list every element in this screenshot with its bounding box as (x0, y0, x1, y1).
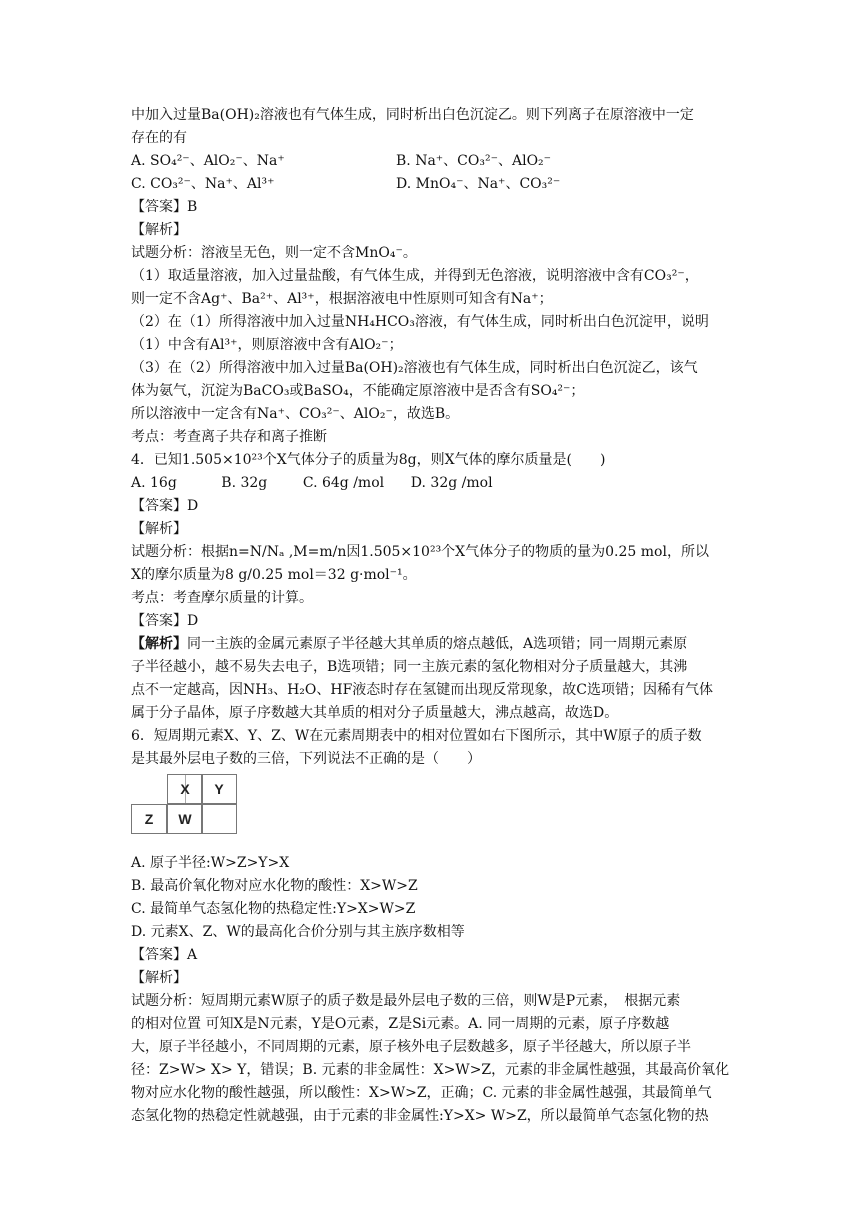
q6-option-c: C. 最简单气态氢化物的热稳定性:Y>X>W>Z (131, 901, 416, 917)
q3-answer: 【答案】B (131, 199, 198, 215)
q3-analysis-line: （1）取适量溶液，加入过量盐酸，有气体生成，并得到无色溶液，说明溶液中含有CO₃²⁻， (131, 268, 699, 284)
grid-cell-w: W (167, 804, 203, 834)
q6-analysis-line: 物对应水化物的酸性越强，所以酸性：X>W>Z，正确；C. 元素的非金属性越强，其最简单气 (131, 1085, 712, 1101)
q4-analysis-line: 试题分析：根据n=N/Nₐ ,M=m/n因1.505×10²³个X气体分子的物质的量为0.25 mol，所以 (131, 544, 709, 560)
q6-option-b: B. 最高价氧化物对应水化物的酸性：X>W>Z (131, 878, 418, 894)
text-line: 中加入过量Ba(OH)₂溶液也有气体生成，同时析出白色沉淀乙。则下列离子在原溶液中一定 (131, 107, 694, 123)
q3-option-c: C. CO₃²⁻、Na⁺、Al³⁺ (131, 176, 275, 192)
q5-analysis-line: 属于分子晶体，原子序数越大其单质的相对分子质量越大，沸点越高，故选D。 (131, 705, 619, 721)
grid-cell-y: Y (201, 774, 237, 804)
document-body (131, 104, 736, 1128)
q3-analysis-label: 【解析】 (131, 222, 187, 238)
q5-answer: 【答案】D (131, 613, 199, 629)
q3-options-row-1 (131, 150, 736, 173)
q5-analysis-text: 同一主族的金属元素原子半径越大其单质的熔点越低，A选项错；同一周期元素原 (187, 636, 688, 652)
q4-analysis-line: X的摩尔质量为8 g/0.25 mol＝32 g·mol⁻¹。 (131, 567, 417, 583)
q5-analysis-label: 【解析】 (131, 636, 187, 652)
q3-option-d: D. MnO₄⁻、Na⁺、CO₃²⁻ (396, 176, 561, 192)
q4-stem: 4．已知1.505×10²³个X气体分子的质量为8g，则X气体的摩尔质量是( ) (131, 452, 606, 468)
q6-stem-line: 6．短周期元素X、Y、Z、W在元素周期表中的相对位置如右下图所示，其中W原子的质子数 (131, 728, 702, 744)
q5-analysis-line: 子半径越小，越不易失去电子，B选项错；同一主族元素的氢化物相对分子质量越大，其沸 (131, 659, 688, 675)
q6-analysis-line: 试题分析：短周期元素W原子的质子数是最外层电子数的三倍，则W是P元素， 根据元素 (131, 993, 681, 1009)
q3-analysis-line: 所以溶液中一定含有Na⁺、CO₃²⁻、AlO₂⁻，故选B。 (131, 406, 460, 422)
q4-options: A. 16g B. 32g C. 64g /mol D. 32g /mol (131, 475, 493, 491)
text-line: 存在的有 (131, 130, 187, 146)
q3-analysis-line: 试题分析：溶液呈无色，则一定不含MnO₄⁻。 (131, 245, 417, 261)
q6-analysis-line: 态氢化物的热稳定性就越强，由于元素的非金属性:Y>X> W>Z，所以最简单气态氢化物的热 (131, 1108, 709, 1124)
q6-option-a: A. 原子半径:W>Z>Y>X (131, 855, 290, 871)
q6-analysis-label: 【解析】 (131, 970, 187, 986)
q4-answer: 【答案】D (131, 498, 199, 514)
q3-analysis-line: 则一定不含Ag⁺、Ba²⁺、Al³⁺，根据溶液电中性原则可知含有Na⁺； (131, 291, 553, 307)
grid-empty-cell (201, 804, 237, 834)
q3-analysis-line: （1）中含有Al³⁺，则原溶液中含有AlO₂⁻； (131, 337, 403, 353)
q6-option-d: D. 元素X、Z、W的最高化合价分别与其主族序数相等 (131, 924, 465, 940)
q3-analysis-line: （3）在（2）所得溶液中加入过量Ba(OH)₂溶液也有气体生成，同时析出白色沉淀乙，该气 (131, 360, 698, 376)
q5-analysis-line-1 (131, 633, 736, 656)
q3-knowledge-point: 考点：考查离子共存和离子推断 (131, 429, 327, 445)
q6-analysis-line: 大，原子半径越小，不同周期的元素，原子核外电子层数越多，原子半径越大，所以原子半 (131, 1039, 691, 1055)
q6-stem-line: 是其最外层电子数的三倍，下列说法不正确的是（ ） (131, 751, 481, 767)
q5-analysis-line: 点不一定越高，因NH₃、H₂O、HF液态时存在氢键而出现反常现象，故C选项错；因稀有气体 (131, 682, 714, 698)
periodic-table-fragment (131, 774, 736, 850)
q3-options-row-2 (131, 173, 736, 196)
q3-analysis-line: 体为氨气，沉淀为BaCO₃或BaSO₄，不能确定原溶液中是否含有SO₄²⁻； (131, 383, 585, 399)
q6-answer: 【答案】A (131, 947, 198, 963)
q3-option-b: B. Na⁺、CO₃²⁻、AlO₂⁻ (396, 153, 552, 169)
q6-analysis-line: 的相对位置 可知X是N元素，Y是O元素，Z是Si元素。A. 同一周期的元素，原子序数越 (131, 1016, 670, 1032)
q4-knowledge-point: 考点：考查摩尔质量的计算。 (131, 590, 313, 606)
grid-cell-z: Z (131, 804, 167, 834)
grid-cell-x: X (167, 774, 203, 804)
q3-option-a: A. SO₄²⁻、AlO₂⁻、Na⁺ (131, 153, 285, 169)
q6-analysis-line: 径：Z>W> X> Y，错误；B. 元素的非金属性：X>W>Z，元素的非金属性越强，其最高价氧化 (131, 1062, 730, 1078)
q4-analysis-label: 【解析】 (131, 521, 187, 537)
q3-analysis-line: （2）在（1）所得溶液中加入过量NH₄HCO₃溶液，有气体生成，同时析出白色沉淀甲，说明 (131, 314, 709, 330)
